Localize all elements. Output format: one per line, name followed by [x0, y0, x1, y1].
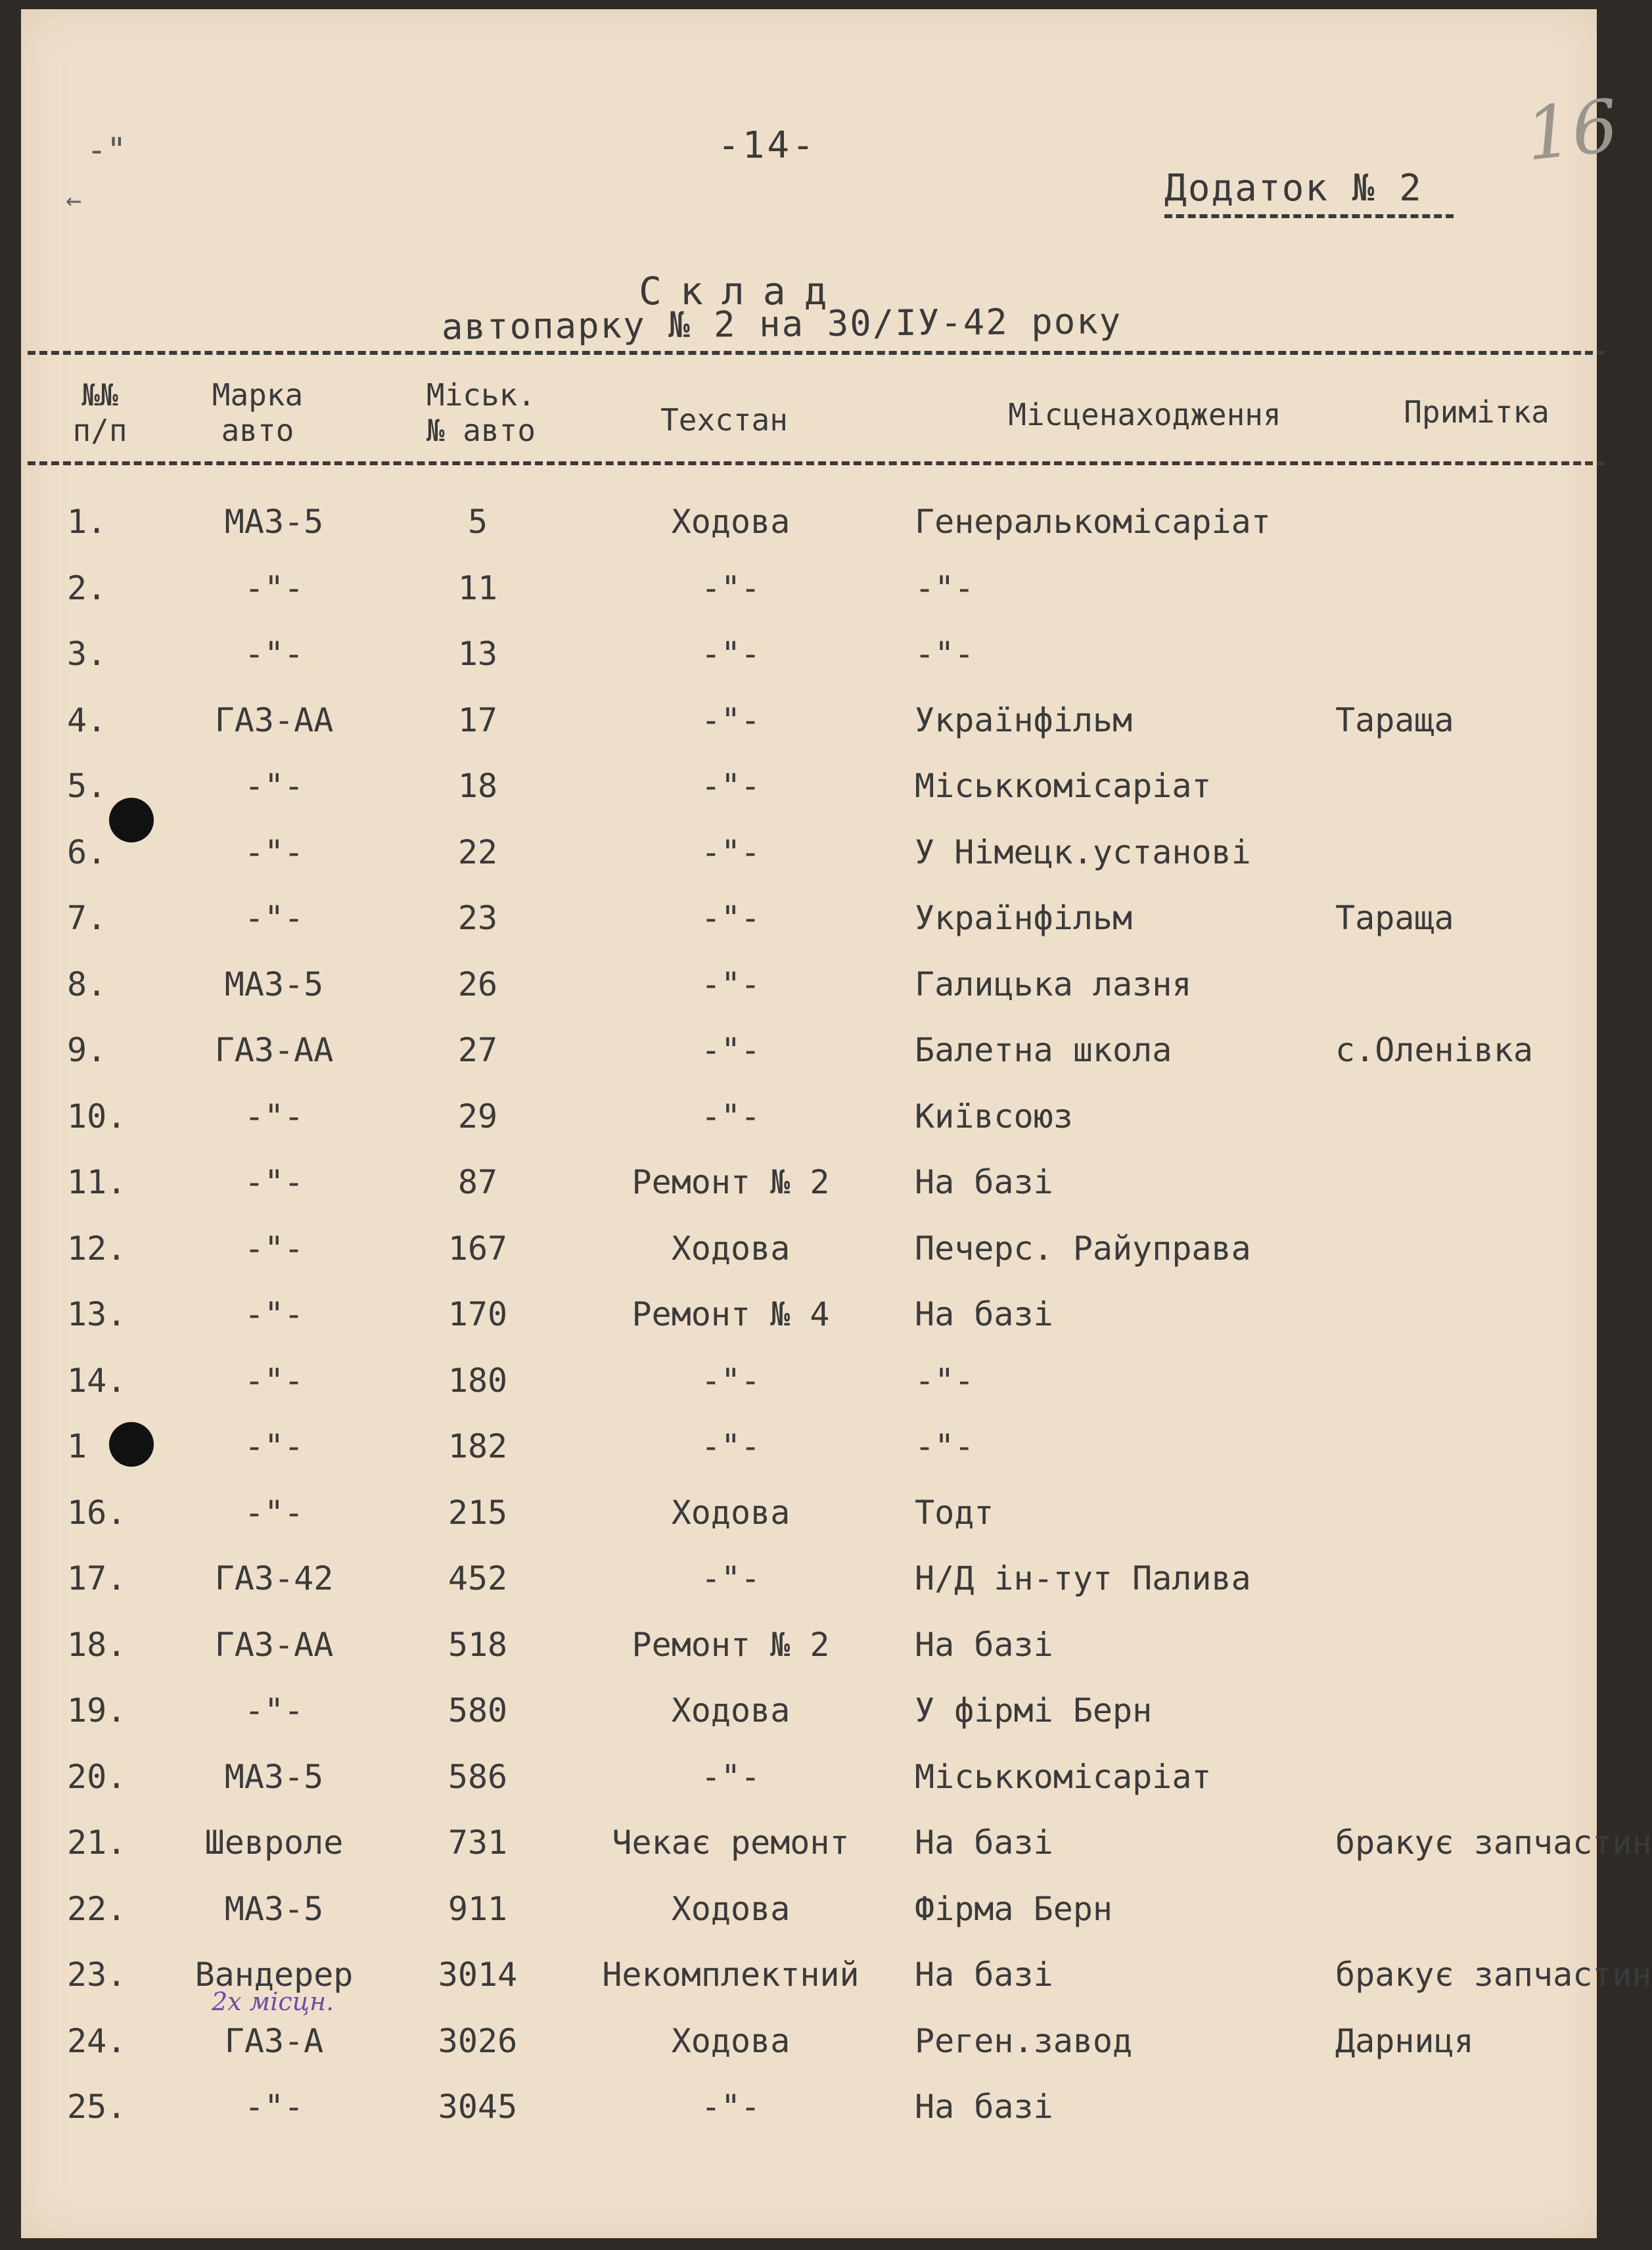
row-tech-state: -"-: [700, 1362, 761, 1400]
row-city-number: 23: [457, 899, 498, 937]
row-location: Українфільм: [915, 899, 1133, 937]
row-location: Галицька лазня: [915, 965, 1192, 1003]
row-tech-state: Ходова: [671, 1890, 791, 1928]
header-city-line1: Міськ.: [426, 377, 536, 413]
row-city-number: 3014: [438, 1956, 518, 1994]
row-number: 11.: [67, 1163, 127, 1201]
row-number: 2.: [67, 569, 107, 607]
row-city-number: 22: [457, 833, 498, 871]
row-mark: ГАЗ-АА: [214, 1626, 334, 1664]
row-location: Генералькомісаріат: [915, 503, 1271, 541]
row-tech-state: Ремонт № 4: [631, 1295, 830, 1333]
row-tech-state: -"-: [700, 965, 761, 1003]
row-location: -"-: [915, 569, 975, 607]
row-number: 4.: [67, 701, 107, 739]
row-mark: ГАЗ-АА: [214, 701, 334, 739]
row-tech-state: -"-: [700, 701, 761, 739]
header-mark-line1: Марка: [212, 377, 304, 413]
appendix-underline: [1164, 214, 1454, 218]
row-location: На базі: [915, 1163, 1053, 1201]
row-location: -"-: [915, 1427, 975, 1465]
row-city-number: 27: [457, 1031, 498, 1069]
row-mark: -"-: [244, 1362, 304, 1400]
row-location: На базі: [915, 2088, 1053, 2126]
row-city-number: 452: [447, 1559, 508, 1597]
row-tech-state: Ходова: [671, 2022, 791, 2060]
header-location: Місценаходження: [1008, 397, 1281, 432]
row-city-number: 911: [447, 1890, 508, 1928]
row-number: 19.: [67, 1691, 127, 1730]
row-city-number: 167: [447, 1229, 508, 1268]
row-note: Тараща: [1335, 899, 1454, 937]
row-number: 25.: [67, 2088, 127, 2126]
row-number: 1: [67, 1427, 87, 1465]
row-mark: -"-: [244, 1295, 304, 1333]
row-number: 3.: [67, 635, 107, 673]
row-number: 21.: [67, 1824, 127, 1862]
row-location: Реген.завод: [915, 2022, 1133, 2060]
row-city-number: 731: [447, 1824, 508, 1862]
row-mark: -"-: [244, 635, 304, 673]
row-number: 7.: [67, 899, 107, 937]
row-city-number: 13: [457, 635, 498, 673]
row-tech-state: -"-: [700, 1559, 761, 1597]
row-location: Київсоюз: [915, 1097, 1073, 1136]
appendix-label: Додаток № 2: [1164, 167, 1423, 210]
document-page: [21, 9, 1652, 2238]
row-tech-state: -"-: [700, 767, 761, 805]
header-tech-state: Техстан: [660, 402, 788, 438]
row-city-number: 87: [457, 1163, 498, 1201]
row-location: На базі: [915, 1295, 1053, 1333]
row-number: 9.: [67, 1031, 107, 1069]
row-number: 24.: [67, 2022, 127, 2060]
row-mark: -"-: [244, 1427, 304, 1465]
row-tech-state: Некомплектний: [602, 1956, 860, 1994]
row-number: 12.: [67, 1229, 127, 1268]
row-city-number: 26: [457, 965, 498, 1003]
row-tech-state: -"-: [700, 1097, 761, 1136]
row-city-number: 5: [467, 503, 488, 541]
margin-mark: -": [87, 131, 127, 169]
header-note: Примітка: [1404, 394, 1549, 430]
row-location: На базі: [915, 1824, 1053, 1862]
row-mark: -"-: [244, 1691, 304, 1730]
row-mark: МАЗ-5: [224, 503, 324, 541]
row-city-number: 180: [447, 1362, 508, 1400]
row-note: бракує запчастин: [1335, 1956, 1652, 1994]
row-city-number: 586: [447, 1758, 508, 1796]
row-mark: МАЗ-5: [224, 1758, 324, 1796]
row-tech-state: Чекає ремонт: [612, 1824, 850, 1862]
row-tech-state: Ремонт № 2: [631, 1626, 830, 1664]
row-location: У фірмі Берн: [915, 1691, 1153, 1730]
handwritten-annotation: 2х місцн.: [212, 1987, 334, 2016]
row-mark: -"-: [244, 569, 304, 607]
row-city-number: 29: [457, 1097, 498, 1136]
row-mark: -"-: [244, 767, 304, 805]
row-city-number: 11: [457, 569, 498, 607]
row-city-number: 182: [447, 1427, 508, 1465]
document-title: Склад: [639, 269, 846, 313]
row-location: Балетна школа: [915, 1031, 1172, 1069]
header-city-line2: № авто: [426, 413, 536, 448]
row-note: с.Оленівка: [1335, 1031, 1534, 1069]
row-tech-state: -"-: [700, 1427, 761, 1465]
header-mark-line2: авто: [221, 413, 294, 448]
header-num-line2: п/п: [72, 413, 127, 448]
row-mark: -"-: [244, 1097, 304, 1136]
row-tech-state: -"-: [700, 899, 761, 937]
row-note: бракує запчастин: [1335, 1824, 1652, 1862]
row-location: Печерс. Райуправа: [915, 1229, 1251, 1268]
row-location: Українфільм: [915, 701, 1133, 739]
row-tech-state: Ходова: [671, 1691, 791, 1730]
header-bottom-rule: [28, 461, 1605, 465]
row-location: Тодт: [915, 1494, 994, 1532]
row-mark: -"-: [244, 899, 304, 937]
row-location: -"-: [915, 635, 975, 673]
header-top-rule: [28, 351, 1605, 355]
row-number: 14.: [67, 1362, 127, 1400]
row-tech-state: Ходова: [671, 503, 791, 541]
punch-hole: [109, 1422, 154, 1467]
row-city-number: 3045: [438, 2088, 518, 2126]
row-location: На базі: [915, 1626, 1053, 1664]
row-city-number: 170: [447, 1295, 508, 1333]
row-city-number: 3026: [438, 2022, 518, 2060]
row-location: Міськкомісаріат: [915, 767, 1212, 805]
row-number: 8.: [67, 965, 107, 1003]
row-number: 22.: [67, 1890, 127, 1928]
row-number: 5.: [67, 767, 107, 805]
row-number: 1.: [67, 503, 107, 541]
margin-arrow-mark: ←: [66, 185, 82, 216]
row-city-number: 580: [447, 1691, 508, 1730]
row-mark: МАЗ-5: [224, 965, 324, 1003]
row-city-number: 215: [447, 1494, 508, 1532]
handwritten-folio-number: 16: [1521, 83, 1622, 177]
page-number: -14-: [718, 124, 817, 167]
row-tech-state: -"-: [700, 1758, 761, 1796]
row-note: Тараща: [1335, 701, 1454, 739]
row-location: Міськкомісаріат: [915, 1758, 1212, 1796]
row-mark: -"-: [244, 1163, 304, 1201]
row-number: 20.: [67, 1758, 127, 1796]
row-tech-state: Ходова: [671, 1494, 791, 1532]
row-tech-state: -"-: [700, 569, 761, 607]
row-number: 6.: [67, 833, 107, 871]
row-tech-state: Ремонт № 2: [631, 1163, 830, 1201]
row-number: 16.: [67, 1494, 127, 1532]
row-mark: ГАЗ-АА: [214, 1031, 334, 1069]
row-mark: Шевроле: [204, 1824, 344, 1862]
punch-hole: [109, 798, 154, 842]
row-city-number: 17: [457, 701, 498, 739]
row-location: На базі: [915, 1956, 1053, 1994]
row-city-number: 18: [457, 767, 498, 805]
row-number: 17.: [67, 1559, 127, 1597]
header-num-line1: №№: [81, 377, 118, 413]
row-mark: ГАЗ-42: [214, 1559, 334, 1597]
row-mark: -"-: [244, 2088, 304, 2126]
row-mark: МАЗ-5: [224, 1890, 324, 1928]
row-location: Н/Д ін-тут Палива: [915, 1559, 1251, 1597]
row-tech-state: -"-: [700, 1031, 761, 1069]
header-city-number: [396, 377, 566, 448]
row-number: 23.: [67, 1956, 127, 1994]
row-mark: Вандерер: [195, 1956, 354, 1994]
row-location: -"-: [915, 1362, 975, 1400]
row-mark: -"-: [244, 1229, 304, 1268]
row-number: 18.: [67, 1626, 127, 1664]
row-tech-state: -"-: [700, 635, 761, 673]
row-tech-state: -"-: [700, 833, 761, 871]
row-number: 13.: [67, 1295, 127, 1333]
row-location: Фірма Берн: [915, 1890, 1113, 1928]
row-mark: -"-: [244, 833, 304, 871]
row-note: Дарниця: [1335, 2022, 1474, 2060]
header-num: [60, 377, 139, 448]
row-tech-state: -"-: [700, 2088, 761, 2126]
row-city-number: 518: [447, 1626, 508, 1664]
row-mark: ГАЗ-А: [224, 2022, 324, 2060]
row-tech-state: Ходова: [671, 1229, 791, 1268]
row-mark: -"-: [244, 1494, 304, 1532]
row-location: У Німецк.установі: [915, 833, 1251, 871]
row-number: 10.: [67, 1097, 127, 1136]
document-subtitle: автопарку № 2 на 30/ІУ-42 року: [441, 300, 1122, 348]
header-mark: [179, 377, 336, 448]
